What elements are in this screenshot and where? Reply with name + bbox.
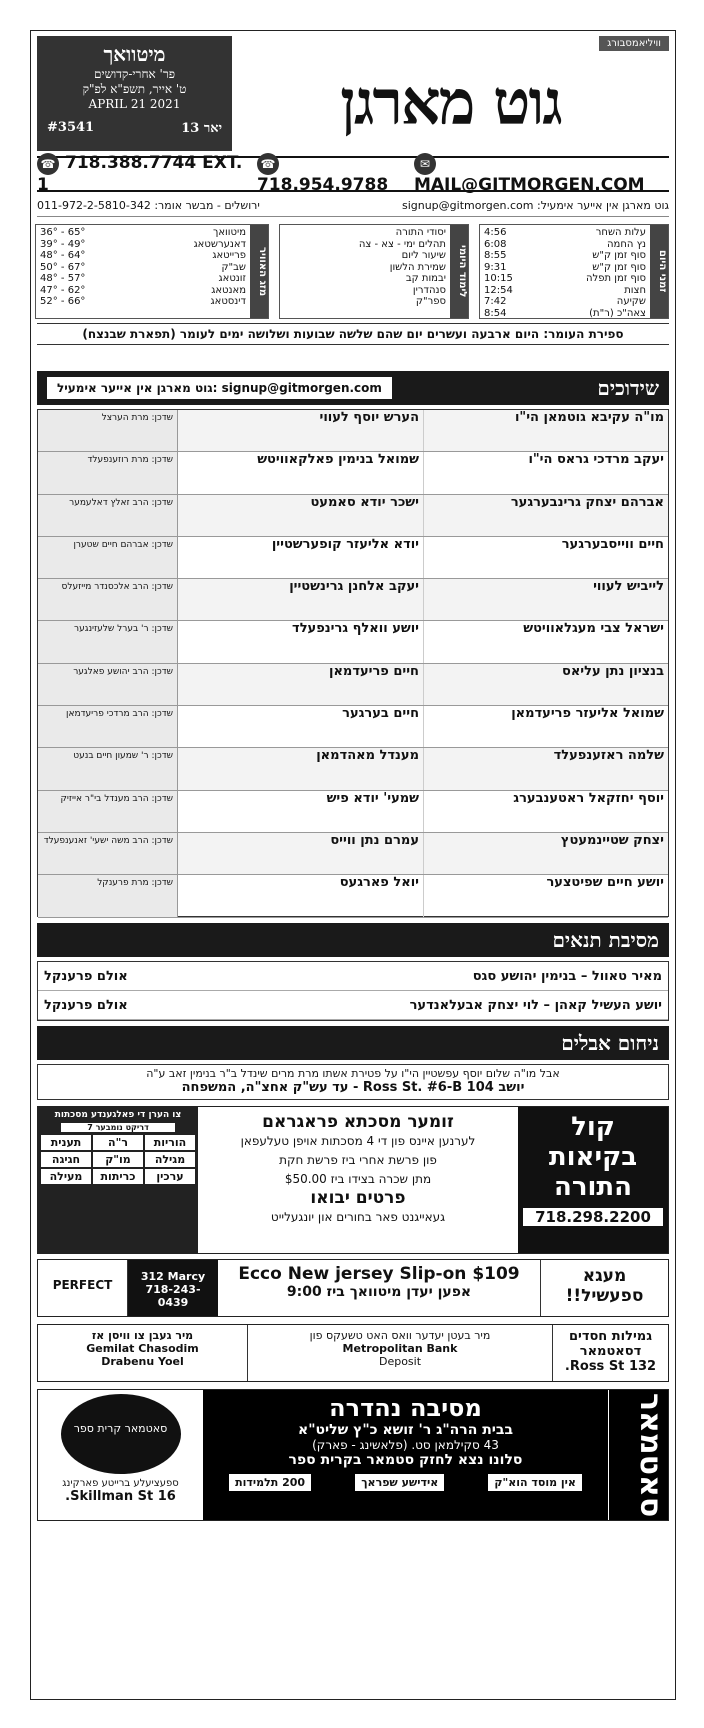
zmanim-row: עלות השחר 4:56: [484, 227, 646, 238]
zmanim-row: סוף זמן ק"ש 8:55: [484, 250, 646, 261]
newspaper-logo: גוט מארגן: [340, 66, 561, 139]
masechtos-table: צו הערן די פאלגענדע מסכתות דריקט נומבער 7 הוריות ר"ה תענית מגילה מו"ק חגיגה ערכין כריתות מעילה: [38, 1107, 198, 1253]
subcontact-bar: [37, 195, 669, 217]
tnaim-title: מסיבת תנאים: [552, 927, 659, 952]
weather-box: מזג האוויר מיטוואך 65° - 36° דאנערשטאג 49° - 39° פרייטאג 64° - 48° שב"ק 67° - 50° זונטאג 57° - 48° מאנטאג 62° - 47° דינסטאג 66° - 52°: [35, 224, 269, 319]
logo-area: [232, 36, 669, 151]
issue-info-box: [37, 36, 232, 151]
list-item: ישראל צבי מעגלאוויטש יושע וואלף גרינפעלד שדכן: ר' בערל שלעזינגער: [38, 621, 668, 663]
seal-logo: סאטמאר קרית ספר: [61, 1394, 181, 1474]
list-item: לייביש לעווי יעקב אלחנן גרינשטיין שדכן: הרב אלכסנדר מייזעלס: [38, 579, 668, 621]
list-item: חיים ווייסבערגער יודא אליעזר קופערשטיין שדכן: אברהם חיים שטערן: [38, 537, 668, 579]
issue-day: מיטוואך: [103, 42, 166, 66]
phone-1[interactable]: ☎ 718.388.7744 EXT. 1: [37, 153, 243, 195]
english-date: APRIL 21 2021: [88, 97, 181, 111]
list-item: מאיר טאוול – בנימין יהושע סגס אולם פרענקל: [38, 962, 668, 991]
shiduchim-signup[interactable]: signup@gitmorgen.com :גוט מארגן אין אייער אימעיל: [47, 377, 392, 399]
list-item: מו"ה עקיבא גוטמאן הי"ו הערש יוסף לעווי שדכן: מרת הערצל: [38, 410, 668, 452]
summer-program: זומער מסכתא פראגראם לערנען איינס פון די 4 מסכתות אויפן טעלעפאן פון פרשת אחרי ביז פרשת חקת מתן שכרה בצידו ביז $50.00 פרטים יבואו געאייגנט פאר בחורים און יונגעלייט: [240, 1112, 476, 1224]
parsha: פר' אחרי-קדושים: [93, 67, 176, 81]
tnaim-list: [37, 961, 669, 1021]
tnaim-header: [37, 923, 669, 957]
jerusalem-phone: ירושלים - מבשר אומר: 011-972-2-5810-342: [37, 199, 260, 212]
list-item: אברהם יצחק גרינבערגער ישכר יודא סאמעט שדכן: הרב זאלץ דאלעמער: [38, 495, 668, 537]
list-item: יושע העשיל קאהן – לוי יצחק אבעלאנדער אולם פרענקל: [38, 991, 668, 1020]
phone-2[interactable]: ☎718.954.9788: [257, 153, 414, 195]
kol-phone[interactable]: 718.298.2200: [523, 1208, 663, 1226]
list-item: שמואל אליעזר פריעדמאן חיים בערגער שדכן: הרב מרדכי פריעדמאן: [38, 706, 668, 748]
masthead: [37, 36, 669, 151]
signup-text[interactable]: גוט מארגן אין אייער אימעיל: signup@gitmorgen.com: [401, 199, 669, 212]
email-link[interactable]: ✉MAIL@GITMORGEN.COM: [414, 153, 669, 195]
kol-bekiyus-ad: [37, 1106, 669, 1254]
list-item: יושע חיים שפיטצער יואל פארגעס שדכן: מרת פרענקל: [38, 875, 668, 917]
phone-icon: ☎: [37, 153, 59, 175]
zmanim-row: סוף זמן תפלה 10:15: [484, 273, 646, 284]
zmanim-row: שקיעה 7:42: [484, 296, 646, 307]
weather-label: מזג האוויר: [250, 225, 268, 318]
edition-tag: וויליאמסבורג: [599, 36, 669, 51]
learning-label: לימוד היומי: [450, 225, 468, 318]
satmar-event-ad: סאטמאר קרית ספר ספעציעלע ברייטע פארקינג 16 Skillman St. מסיבה נהדרה בבית הרה"ג ר' זושא כ"ץ שליט"א 43 סקילמאן סט. (פלאשינג - פארק) סלונו נצא לחזק סטמאר בקרית ספר אין מוסד הוא"ק אידישע שפראך 200 תלמידות סאטמאר: [37, 1389, 669, 1521]
list-item: יצחק שטיינמעטץ עמרם נתן ווייס שדכן: הרב משה ישעי' זאנענפעלד: [38, 833, 668, 875]
shiduchim-header: [37, 371, 669, 405]
nichum-notice: אבל מו"ה שלום יוסף עפשטיין הי"ו על פטירת אשתו מרת מרים שינדל ב"ר בנימין זאב ע"ה יושב 104 Ross St. #6-B - עד עש"ק אחצ"ה, המשפחה: [37, 1064, 669, 1100]
perfect-shoes-ad: PERFECT 312 Marcy 718-243-0439 Ecco New jersey Slip-on $109 אפען יעדן מיטוואך ביז 9:00 מעגא ספעשיל!!: [37, 1259, 669, 1317]
hebrew-date: ט' אייר, תשפ"א לפ"ק: [82, 82, 187, 96]
perfect-logo: PERFECT: [38, 1260, 128, 1316]
zmanim-row: סוף זמן ק"ש 9:31: [484, 261, 646, 273]
list-item: יוסף יחזקאל ראטענבערג שמעי' יודא פיש שדכן: הרב מענדל בי"ר אייזיק: [38, 791, 668, 833]
nichum-title: ניחום אבלים: [561, 1030, 659, 1055]
learning-box: לימוד היומי יסודי התורה תהלים ימי - צא - צה שיעור ליום שמירת הלשון יבמות קב סנהדרין ספר"ק: [279, 224, 469, 319]
list-item: שלמה ראזענפעלד מענדל מאהדמאן שדכן: ר' שמעון חיים בנעט: [38, 748, 668, 790]
year-number: 13 יאר: [181, 121, 222, 136]
shiduchim-list: [37, 409, 669, 917]
zmanim-label: זמני היום: [650, 225, 668, 318]
newspaper-page: [30, 30, 676, 1700]
contact-bar: [37, 153, 669, 195]
list-item: יעקב מרדכי גראס הי"ו שמואל בנימין פאלקאוויטש שדכן: מרת רוזענפעלד: [38, 452, 668, 494]
shiduchim-title: שידוכים: [597, 375, 659, 400]
zmanim-row: צאה"כ (ר"ת) 8:54: [484, 307, 646, 319]
list-item: בנציון נתן עליאס חיים פריעדמאן שדכן: הרב יהושע פאלגער: [38, 664, 668, 706]
gemach-ad: מיר געבן צו וויסן אז Gemilat Chasodim Drabenu Yoel מיר בעטן יעדער וואס האט טשעקס פון Metropolitan Bank Deposit גמילות חסדים דסאטמאר 132 Ross St.: [37, 1324, 669, 1382]
zmanim-row: חצות 12:54: [484, 284, 646, 296]
seal-area: סאטמאר קרית ספר ספעציעלע ברייטע פארקינג 16 Skillman St.: [38, 1390, 203, 1520]
issue-number: #3541: [47, 120, 95, 135]
mail-icon: ✉: [414, 153, 436, 175]
omer-count: ספירת העומר: היום ארבעה ועשרים יום שהם שלשה שבועות ושלושה ימים לעומר (תפארת שבנצח): [37, 323, 669, 345]
zmanim-box: [479, 224, 669, 319]
zmanim-row: נץ החמה 6:08: [484, 238, 646, 250]
nichum-header: [37, 1026, 669, 1060]
phone-icon: ☎: [257, 153, 279, 175]
kol-logo: קול בקיאות התורה 718.298.2200: [518, 1107, 668, 1253]
